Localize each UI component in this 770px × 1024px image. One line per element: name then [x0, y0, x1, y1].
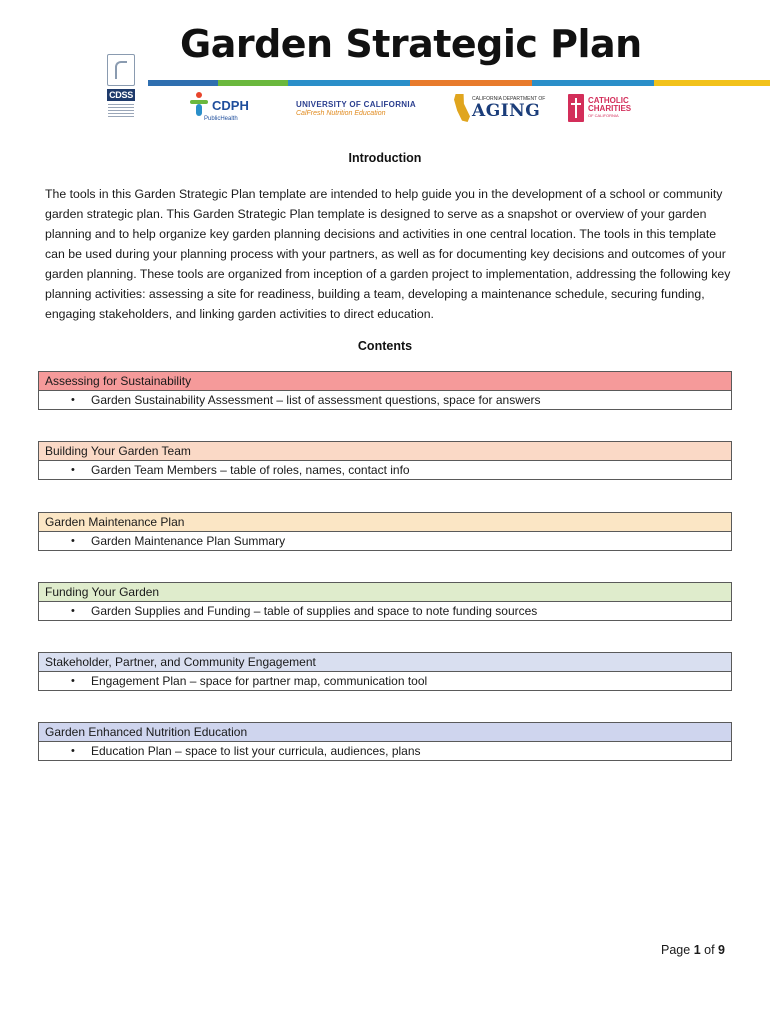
- contents-section: [38, 582, 732, 621]
- section-title: Garden Maintenance Plan: [39, 513, 731, 532]
- section-item-text: Garden Team Members – table of roles, names, contact info: [91, 463, 410, 477]
- section-item-text: Education Plan – space to list your curricula, audiences, plans: [91, 744, 421, 758]
- cdph-logo: [190, 92, 249, 122]
- contents-heading: Contents: [357, 339, 413, 353]
- bullet-icon: •: [71, 605, 75, 617]
- section-item-text: Engagement Plan – space for partner map, communication tool: [91, 674, 428, 688]
- document-title: Garden Strategic Plan: [180, 22, 642, 66]
- of-label: of: [704, 943, 715, 957]
- contents-section: [38, 722, 732, 761]
- cdss-subtext-lines: [108, 104, 134, 118]
- section-title: Stakeholder, Partner, and Community Engagement: [39, 653, 731, 672]
- total-pages: 9: [718, 943, 725, 957]
- bullet-icon: •: [71, 745, 75, 757]
- cdph-figure-icon: [190, 92, 210, 118]
- cc-logo-line3: OF CALIFORNIA: [588, 113, 619, 118]
- aging-logo: [454, 94, 545, 122]
- cross-icon: [568, 94, 584, 122]
- stripe-segment: [410, 80, 532, 86]
- stripe-segment: [148, 80, 218, 86]
- section-item: [39, 672, 731, 690]
- bullet-icon: •: [71, 394, 75, 406]
- cdph-logo-text: CDPH: [212, 97, 249, 113]
- section-title: Assessing for Sustainability: [39, 372, 731, 391]
- intro-paragraph: The tools in this Garden Strategic Plan template are intended to help guide you in the development of a school or community garden strategic plan. This Garden Strategic Plan template is designed to serve as a snapshot or overview of your garden planning and to help organize key garden planning decisions and activities in one central location. The tools in this template can be used during your planning process with your partners, as well as for documenting key decisions and outcomes of your garden planning. These tools are organized from inception of a garden project to implementation, addressing the following key planning activities: assessing a site for readiness, building a team, developing a maintenance schedule, securing funding, engaging stakeholders, and linking garden activities to direct education.: [45, 187, 731, 321]
- california-state-icon: [454, 94, 470, 122]
- current-page: 1: [693, 943, 701, 957]
- bullet-icon: •: [71, 675, 75, 687]
- contents-section: [38, 652, 732, 691]
- uc-logo-line1: UNIVERSITY OF CALIFORNIA: [296, 100, 416, 109]
- section-item-text: Garden Maintenance Plan Summary: [91, 534, 286, 548]
- cdph-logo-subtext: PublicHealth: [204, 116, 238, 122]
- cc-logo-line2: CHARITIES: [588, 104, 632, 113]
- contents-section: [38, 371, 732, 410]
- section-item: [39, 742, 731, 760]
- section-title: Garden Enhanced Nutrition Education: [39, 723, 731, 742]
- aging-logo-small: CALIFORNIA DEPARTMENT OF: [472, 96, 546, 102]
- section-title: Building Your Garden Team: [39, 442, 731, 461]
- section-item: [39, 602, 731, 620]
- page-number: [661, 943, 725, 957]
- color-stripe: [148, 80, 770, 86]
- contents-section: [38, 441, 732, 480]
- stripe-segment: [654, 80, 770, 86]
- cdss-mark-icon: [107, 54, 135, 86]
- cdss-logo-text: CDSS: [109, 90, 133, 100]
- intro-heading: Introduction: [348, 151, 422, 165]
- catholic-charities-logo: [568, 94, 631, 122]
- cdss-logo: [106, 54, 136, 122]
- section-item: [39, 461, 731, 479]
- stripe-segment: [532, 80, 654, 86]
- section-title: Funding Your Garden: [39, 583, 731, 602]
- section-item-text: Garden Sustainability Assessment – list of assessment questions, space for answers: [91, 393, 541, 407]
- contents-section: [38, 512, 732, 551]
- uc-calfresh-logo: [296, 100, 416, 117]
- uc-logo-line2: CalFresh Nutrition Education: [296, 110, 386, 117]
- stripe-segment: [218, 80, 288, 86]
- section-item-text: Garden Supplies and Funding – table of supplies and space to note funding sources: [91, 604, 538, 618]
- bullet-icon: •: [71, 464, 75, 476]
- bullet-icon: •: [71, 535, 75, 547]
- cc-logo-line1: CATHOLIC: [588, 96, 629, 105]
- section-item: [39, 391, 731, 409]
- stripe-segment: [288, 80, 410, 86]
- section-item: [39, 532, 731, 550]
- page-label: Page: [661, 943, 691, 957]
- aging-logo-big: AGING: [472, 101, 541, 121]
